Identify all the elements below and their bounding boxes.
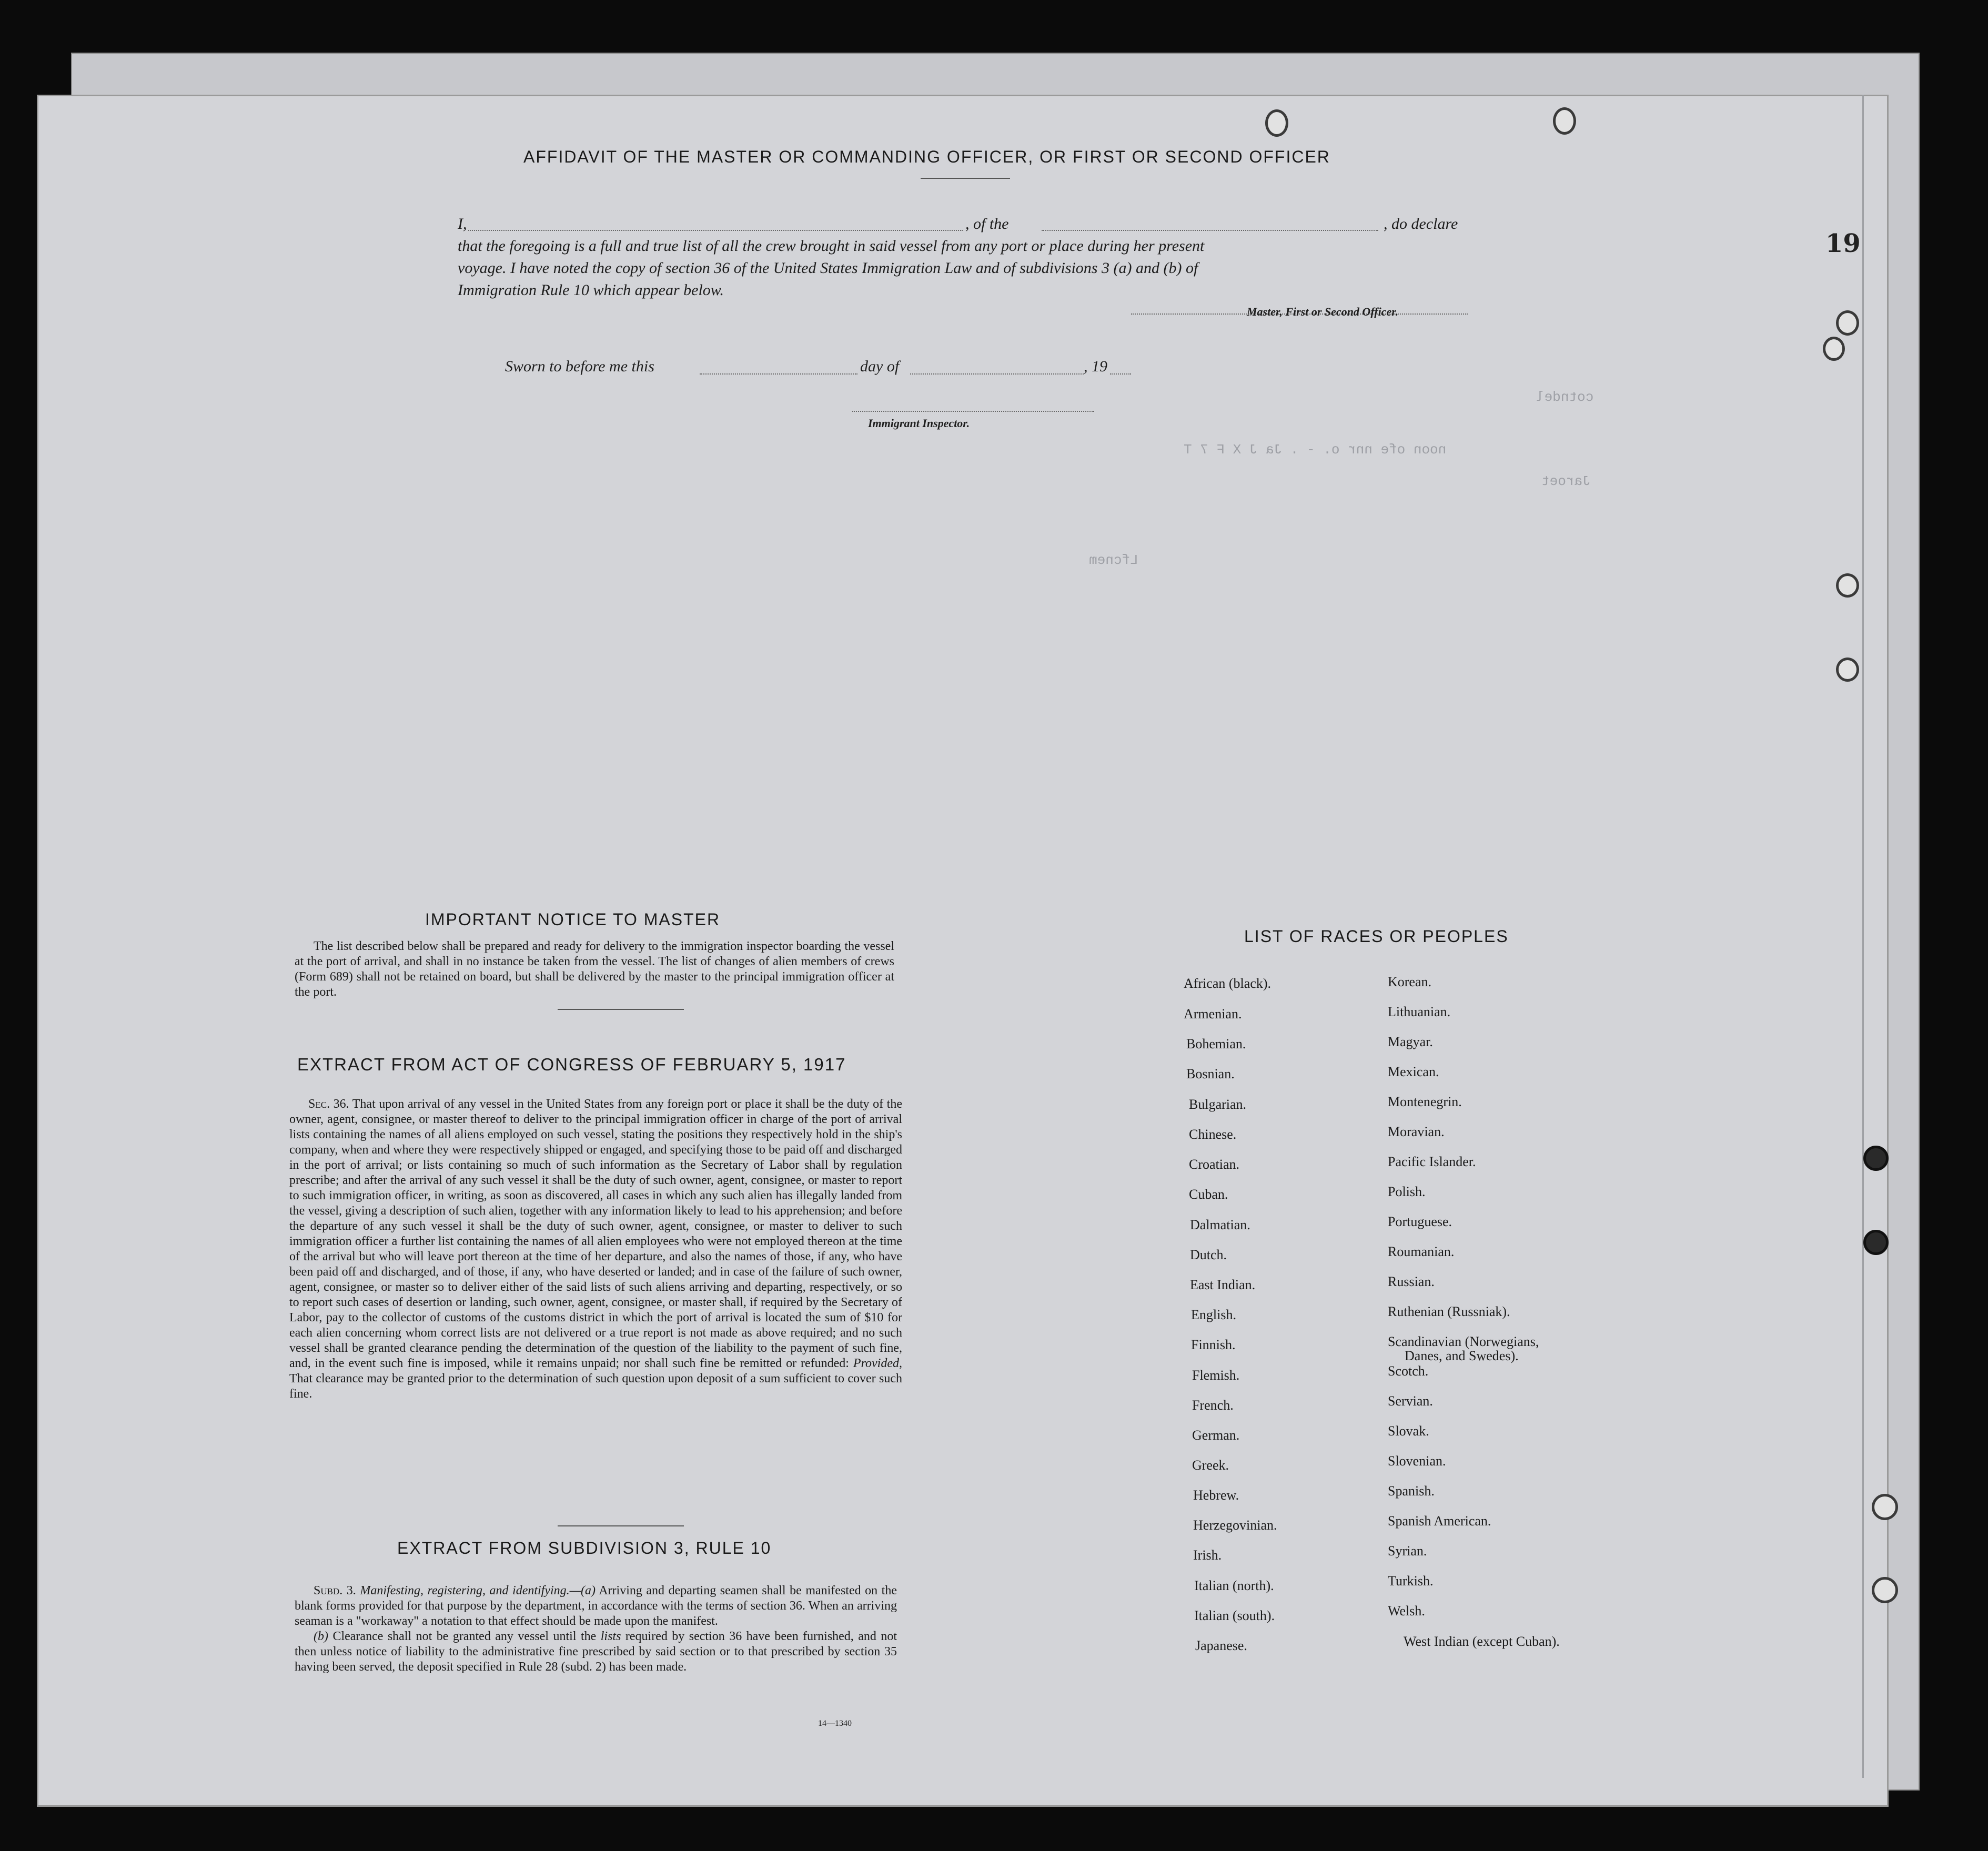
race-right: Magyar. [1388, 1034, 1433, 1049]
declaration-i: I, [458, 215, 467, 232]
binder-hole-icon [1872, 1577, 1898, 1603]
race-right: Slovenian. [1388, 1453, 1446, 1469]
master-signature-caption: Master, First or Second Officer. [1247, 305, 1399, 318]
subd-para-b-1: Clearance shall not be granted any vessel until the [332, 1630, 597, 1643]
races-title: LIST OF RACES OR PEOPLES [1244, 927, 1509, 946]
binder-hole-icon [1823, 337, 1845, 361]
inspector-signature-caption: Immigrant Inspector. [868, 417, 970, 430]
sworn-day-of: day of [860, 358, 900, 375]
race-right: Slovak. [1388, 1423, 1429, 1439]
race-right: Danes, and Swedes). [1405, 1348, 1519, 1363]
race-right: Russian. [1388, 1274, 1435, 1289]
binder-hole-icon [1265, 109, 1288, 137]
race-left: Dutch. [1190, 1247, 1227, 1262]
race-right: Servian. [1388, 1393, 1433, 1409]
sworn-year: , 19 [1084, 358, 1107, 375]
race-left: English. [1191, 1307, 1236, 1322]
race-left: Japanese. [1195, 1638, 1247, 1653]
race-left: German. [1192, 1428, 1240, 1443]
declaration-line-3: voyage. I have noted the copy of section 36 of the United States Immigration Law and of subdivisions 3 (a) and (b) of [458, 259, 1198, 277]
race-right: Montenegrin. [1388, 1094, 1462, 1109]
race-left: Chinese. [1189, 1127, 1237, 1142]
act-extract-text [289, 1097, 902, 1402]
race-left: Greek. [1192, 1458, 1229, 1473]
proviso-text: That clearance may be granted prior to the determination of such question upon deposit of a sum sufficient to cover such fine. [289, 1372, 902, 1401]
subd-b-label: (b) [314, 1630, 328, 1643]
bleed-through-text: Jaroet [1541, 473, 1591, 489]
race-right: Spanish American. [1388, 1513, 1491, 1529]
proviso-label: Provided, [853, 1357, 902, 1370]
subd-heading: Manifesting, registering, and identifying.—(a) [360, 1584, 596, 1597]
declaration-do-declare: , do declare [1384, 215, 1458, 232]
subd-para-a: Arriving and departing seamen shall be manifested on the blank forms provided for that purpose by the department, in accordance with the terms of section 36. When an arriving seaman is a "workaway" a notation to that effect should be made upon the manifest. [295, 1584, 897, 1628]
race-left: African (black). [1184, 976, 1271, 991]
section-label: Sec. 36. [308, 1097, 349, 1111]
binder-hole-icon [1863, 1146, 1889, 1171]
vessel-blank [1042, 216, 1378, 231]
race-left: Bulgarian. [1189, 1097, 1247, 1112]
section-36-text: That upon arrival of any vessel in the United States from any foreign port or place it shall be the duty of the owner, agent, consignee, or master thereof to deliver to the principal immigration officer in charge of the port of arrival lists containing the names of all aliens employed on such vessel, stating the positions they respectively hold in the ship's company, when and where they were respectively shipped or engaged, and specifying those to be paid off and discharged in the port of arrival; or lists containing so much of such information as the Secretary of Labor shall by regulation prescribe; and after the arrival of any such vessel it shall be the duty of such owner, agent, consignee, or master to report to such immigration officer, in writing, as soon as discovered, all cases in which any such alien has illegally landed from the vessel, giving a description of such alien, together with any information likely to lead to his apprehension; and before the departure of any such vessel it shall be the duty of such owner, agent, consignee, or master to deliver to such immigration officer a further list containing the names of all alien employees who were not employed thereon at the time of the arrival but who will leave port thereon at the time of her departure, and also the names of those, if any, who have been paid off and discharged, and of those, if any, who have deserted or landed; and in case of the failure of such owner, agent, consignee, or master so to deliver either of the said lists of such aliens arriving and departing, respectively, or so to report such cases of desertion or landing, such owner, agent, consignee, or master shall, if required by the Secretary of Labor, pay to the collector of customs of the customs district in which the port of arrival is located the sum of $10 for each alien concerning whom correct lists are not delivered or a true report is not made as above required; and no such vessel shall be granted clearance pending the determination of the question of the liability to the payment of such fine, and, in the event such fine is imposed, while it remains unpaid; nor shall such fine be remitted or refunded: [289, 1097, 902, 1370]
race-right: Mexican. [1388, 1064, 1439, 1079]
binder-hole-icon [1836, 310, 1859, 336]
race-left: Croatian. [1189, 1157, 1240, 1172]
notice-title: IMPORTANT NOTICE TO MASTER [425, 910, 721, 929]
race-right: Scandinavian (Norwegians, [1388, 1334, 1539, 1349]
race-right: Spanish. [1388, 1483, 1435, 1499]
race-left: Cuban. [1189, 1187, 1228, 1202]
race-right: Roumanian. [1388, 1244, 1455, 1259]
form-number: 14—1340 [818, 1719, 852, 1728]
rule-extract-title: EXTRACT FROM SUBDIVISION 3, RULE 10 [397, 1539, 772, 1557]
race-left: French. [1192, 1398, 1234, 1413]
race-left: Armenian. [1184, 1006, 1242, 1021]
act-extract-title: EXTRACT FROM ACT OF CONGRESS OF FEBRUARY 5, 1917 [297, 1055, 846, 1074]
race-left: Hebrew. [1193, 1488, 1239, 1503]
binder-hole-icon [1553, 107, 1576, 135]
section-rule [558, 1009, 684, 1010]
bleed-through-text: cotndel [1536, 389, 1594, 405]
declaration-of-the: , of the [965, 215, 1009, 232]
binder-hole-icon [1872, 1494, 1898, 1520]
race-right: Syrian. [1388, 1543, 1427, 1559]
race-left: Irish. [1193, 1547, 1222, 1563]
race-left: Finnish. [1191, 1337, 1236, 1352]
race-left: Italian (south). [1194, 1608, 1275, 1623]
page-fold-line [1862, 95, 1864, 1778]
race-right: Welsh. [1388, 1603, 1425, 1619]
race-left: East Indian. [1190, 1277, 1256, 1292]
race-left: Dalmatian. [1190, 1217, 1250, 1232]
race-left: Herzegovinian. [1193, 1518, 1277, 1533]
inspector-signature-line [852, 397, 1094, 412]
race-right: Korean. [1388, 974, 1432, 989]
document-page [37, 95, 1889, 1807]
affidavit-declaration [458, 213, 1489, 301]
handwritten-page-number: 19 [1825, 229, 1861, 258]
title-rule [921, 178, 1010, 179]
sworn-date-blank [700, 360, 857, 375]
race-left: Flemish. [1192, 1368, 1240, 1383]
sworn-text: Sworn to before me this [505, 358, 654, 375]
declaration-line-4: Immigration Rule 10 which appear below. [458, 281, 724, 299]
race-left: Italian (north). [1194, 1578, 1274, 1593]
race-right: West Indian (except Cuban). [1404, 1634, 1560, 1649]
race-left: Bohemian. [1186, 1036, 1246, 1051]
race-right: Pacific Islander. [1388, 1154, 1476, 1169]
race-right: Scotch. [1388, 1363, 1429, 1379]
race-right: Turkish. [1388, 1573, 1434, 1589]
notice-text: The list described below shall be prepared and ready for delivery to the immigration inspector boarding the vessel at the port of arrival, and shall in no instance be taken from the vessel. The list of changes of alien members of crews (Form 689) shall not be retained on board, but shall be delivered by the master to the principal immigration officer at the port. [295, 939, 894, 999]
race-right: Ruthenian (Russniak). [1388, 1304, 1510, 1319]
binder-hole-icon [1863, 1230, 1889, 1255]
subd-para-b-2: required by section 36 have been furnished, and not then unless notice of liability to the administrative fine prescribed by said section or to that prescribed by section 35 having been served, the deposit specified in Rule 28 (subd. 2) has been made. [295, 1630, 897, 1674]
binder-hole-icon [1836, 658, 1859, 682]
affidavit-title: AFFIDAVIT OF THE MASTER OR COMMANDING OFFICER, OR FIRST OR SECOND OFFICER [523, 147, 1330, 166]
race-right: Portuguese. [1388, 1214, 1452, 1229]
sworn-line [505, 358, 1242, 379]
race-left: Bosnian. [1186, 1066, 1235, 1081]
subd-label: Subd. 3. [314, 1584, 356, 1597]
race-right: Polish. [1388, 1184, 1426, 1199]
declaration-line-2: that the foregoing is a full and true list of all the crew brought in said vessel from any port or place during her present [458, 237, 1205, 255]
binder-hole-icon [1836, 573, 1859, 598]
race-right: Moravian. [1388, 1124, 1445, 1139]
name-blank [468, 216, 963, 231]
sworn-month-blank [910, 360, 1084, 375]
sworn-year-blank [1110, 360, 1131, 375]
bleed-through-text: Lfcnem [1089, 552, 1138, 568]
bleed-through-text: noon ofe nnr o. - . Ja J X F 7 T [1184, 442, 1447, 458]
section-rule [558, 1525, 684, 1526]
rule-extract-text [295, 1583, 897, 1675]
subd-para-b-lists: lists [600, 1630, 621, 1643]
race-right: Lithuanian. [1388, 1004, 1451, 1019]
